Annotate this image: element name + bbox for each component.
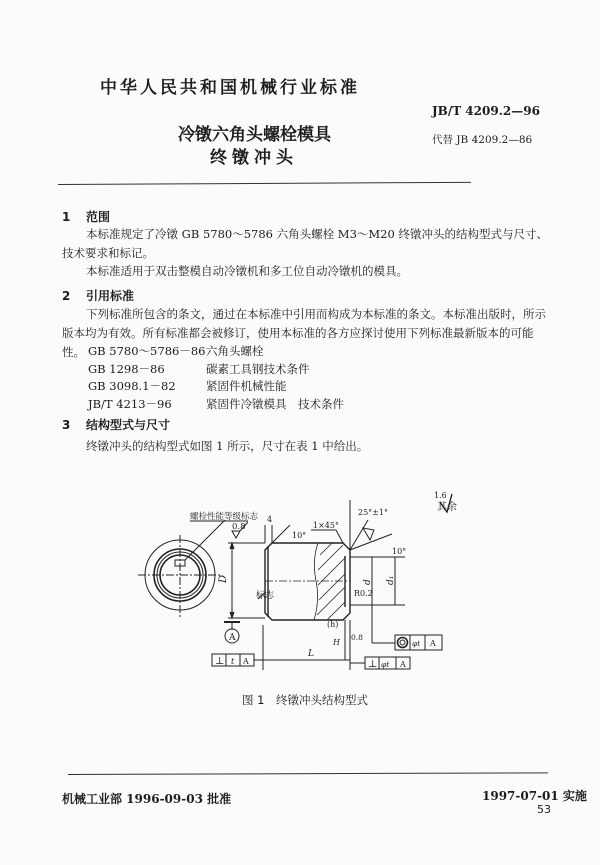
angle-10-left: 10° bbox=[292, 531, 307, 540]
footer-divider bbox=[68, 772, 548, 775]
grade-mark-label: 螺栓性能等级标志 bbox=[190, 512, 259, 522]
roughness-left-value: 0.8 bbox=[232, 522, 246, 532]
reference-item bbox=[88, 378, 344, 396]
figure-caption: 图 1 终镦冲头结构型式 bbox=[242, 693, 368, 707]
section-3-paragraph-1 bbox=[62, 437, 554, 456]
tolerance-value: φt bbox=[412, 639, 421, 648]
radius-label: R0.2 bbox=[354, 589, 373, 598]
reference-item bbox=[88, 396, 344, 414]
dim-4: 4 bbox=[267, 515, 273, 524]
reference-code: GB 5780～5786－86 bbox=[88, 344, 206, 358]
dim-H: H bbox=[333, 638, 340, 647]
roughness-tip-icon bbox=[363, 528, 374, 540]
reference-list bbox=[88, 343, 344, 413]
dim-D: D bbox=[218, 574, 229, 583]
tolerance-value: t bbox=[231, 657, 235, 666]
header-divider bbox=[58, 182, 471, 185]
section-hatch bbox=[317, 543, 345, 620]
section-number: 3 bbox=[62, 418, 71, 432]
reference-title: 六角头螺栓 bbox=[206, 344, 264, 358]
tolerance-frame-right bbox=[350, 657, 410, 670]
perpendicularity-icon: ⊥ bbox=[215, 656, 225, 667]
section-title: 引用标准 bbox=[86, 289, 135, 303]
punch-drawing bbox=[0, 480, 600, 690]
dim-d: d bbox=[363, 579, 373, 585]
tolerance-frame-left bbox=[212, 654, 263, 667]
section-number: 2 bbox=[62, 289, 71, 303]
dim-h: (h) bbox=[327, 620, 339, 629]
datum-ref: A bbox=[243, 657, 249, 666]
reference-code: GB 3098.1－82 bbox=[88, 379, 176, 393]
paragraph-text: 本标准规定了冷镦 GB 5780～5786 六角头螺栓 M3～M20 终镦冲头的结构型式与尺寸、技术要求和标记。 bbox=[62, 227, 548, 260]
surface-rest-value: 1.6 bbox=[434, 491, 447, 500]
reference-title: 紧固件冷镦模具 技术条件 bbox=[206, 396, 344, 411]
section-1-paragraph-1 bbox=[62, 225, 554, 263]
reference-title: 碳素工具钢技术条件 bbox=[206, 361, 310, 376]
perpendicularity-icon: ⊥ bbox=[368, 659, 378, 670]
paragraph-text: 本标准适用于双击整模自动冷镦机和多工位自动冷镦机的模具。 bbox=[86, 264, 408, 278]
standard-number: JB/T 4209.2—96 bbox=[432, 104, 540, 118]
section-3-heading bbox=[62, 416, 170, 433]
section-2-heading bbox=[62, 287, 134, 304]
coaxiality-icon bbox=[398, 638, 408, 648]
reference-item bbox=[88, 343, 344, 361]
section-title: 范围 bbox=[86, 210, 111, 224]
paragraph-text: 下列标准所包含的条文，通过在本标准中引用而构成为本标准的条文。本标准出版时，所示版本均为有效。所有标准都会被修订，使用本标准的各方应探讨使用下列标准最新版本的可能性。 bbox=[62, 307, 546, 359]
document-title-line1: 冷镦六角头螺栓模具 bbox=[178, 125, 331, 145]
mark-label: 标志 bbox=[256, 591, 275, 601]
paragraph-text: 终镦冲头的结构型式如图 1 所示，尺寸在表 1 中给出。 bbox=[86, 439, 369, 453]
document-title-line2: 终镦冲头 bbox=[210, 148, 298, 168]
reference-item bbox=[88, 361, 344, 379]
surface-rest-label: 其余 bbox=[437, 502, 457, 513]
reference-code: JB/T 4213－96 bbox=[88, 396, 172, 411]
datum-ref: A bbox=[430, 639, 436, 648]
reference-title: 紧固件机械性能 bbox=[206, 379, 287, 393]
effective-date: 1997-07-01 实施 bbox=[482, 789, 587, 803]
section-1-heading bbox=[62, 208, 110, 225]
dim-d1: d₁ bbox=[386, 575, 396, 585]
dim-L: L bbox=[308, 649, 314, 659]
section-number: 1 bbox=[62, 210, 71, 224]
roughness-bottom-value: 0.8 bbox=[351, 633, 363, 642]
page-number: 53 bbox=[537, 803, 551, 816]
approval-info: 机械工业部 1996-09-03 批准 bbox=[62, 792, 232, 806]
section-1-paragraph-2 bbox=[62, 262, 554, 281]
tolerance-value: φt bbox=[381, 660, 390, 669]
issuing-organization: 中华人民共和国机械行业标准 bbox=[100, 78, 360, 98]
tolerance-frame-coaxiality bbox=[372, 605, 442, 650]
chamfer-label: 1×45° bbox=[313, 521, 339, 530]
datum-A: A bbox=[229, 633, 236, 643]
section-title: 结构型式与尺寸 bbox=[86, 418, 171, 432]
datum-ref: A bbox=[400, 660, 406, 669]
angle-25: 25°±1° bbox=[358, 508, 388, 517]
end-view bbox=[138, 520, 225, 617]
replaces-standard: 代替 JB 4209.2—86 bbox=[432, 134, 533, 146]
angle-10-right: 10° bbox=[392, 547, 407, 556]
reference-code: GB 1298－86 bbox=[88, 361, 165, 376]
